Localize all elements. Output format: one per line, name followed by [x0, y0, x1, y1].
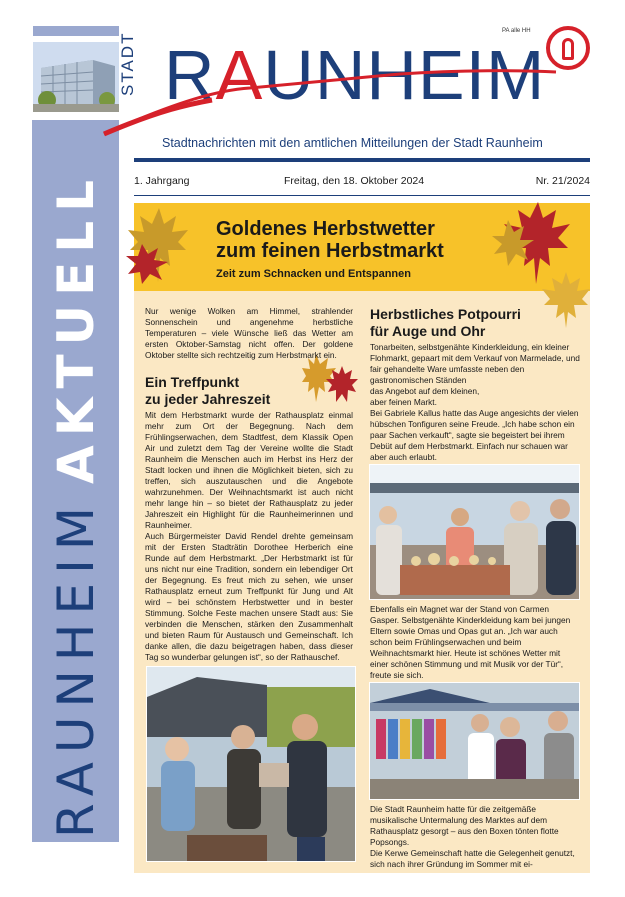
sidebar-word-raunheim: RAUNHEIM [47, 498, 105, 838]
photo-mayor-herbstmarkt [146, 666, 356, 862]
photo-pottery-stand [369, 464, 580, 600]
pa-note: PA alle HH [502, 28, 531, 34]
col2-body-mid: Ebenfalls ein Magnet war der Stand von Carmen Gasper. Selbstgenähte Kinderkleidung kam bei jungen Eltern sowie Omas und Opas gut an. „Ich war auch schon beim Frühlingserwachen und beim Weihnachtsmarkt hier. Heute ist schönes Wetter mit einer schönen Stimmung und mit Musik vor der Tür“, freute sie sich. [370, 604, 571, 680]
stadt-label: STADT [118, 31, 137, 96]
header-rule [134, 158, 590, 162]
issue-number: Nr. 21/2024 [535, 175, 590, 187]
photo-kids-clothing-stand [369, 682, 580, 800]
col1-heading: Ein Treffpunkt zu jeder Jahreszeit [145, 374, 271, 407]
masthead-title: RAUNHEIM [164, 36, 546, 114]
headline: Goldenes Herbstwetter zum feinen Herbstmarkt [216, 218, 444, 262]
issue-date: Freitag, den 18. Oktober 2024 [284, 175, 425, 187]
side-top-strip [33, 26, 119, 36]
col2-body-bottom: Die Stadt Raunheim hatte für die zeitgemäße musikalische Untermalung des Marktes auf dem Rathausplatz gesorgt – aus den Boxen tönten flotte Popsongs. Die Kerwe Gemeinschaft hatte die Gelegenheit genutzt, sich nach ihrer Gründung im Sommer mit ei- [370, 804, 575, 869]
meta-rule [134, 195, 590, 196]
col2-heading: Herbstliches Potpourri für Auge und Ohr [370, 306, 521, 339]
maple-leaf-icon [124, 204, 194, 286]
col2-body-top: Tonarbeiten, selbstgenähte Kinderkleidung, ein kleiner Flohmarkt, gepaart mit dem Verkauf von Marmelade, und fair gehandelte Ware umfasste neben den gastronomischen Ständen das Angebot auf dem kleinen, aber feinen Markt. Bei Gabriele Kallus hatte das Auge angesichts der vielen hübschen Tonfiguren seine Freude. „Ich habe schon ein paar Sachen verkauft“, sagte sie begeistert bei ihrem Debüt auf dem Herbstmarkt. Einfach nur schauen war aber auch erlaubt. [370, 342, 580, 462]
sidebar-title [40, 138, 112, 838]
sidebar-word-aktuell: AKTUELL [47, 170, 105, 484]
headline-subline: Zeit zum Schnacken und Entspannen [216, 268, 411, 280]
masthead-subtitle: Stadtnachrichten mit den amtlichen Mitteilungen der Stadt Raunheim [162, 136, 543, 150]
maple-leaf-icon [538, 270, 594, 330]
col1-intro: Nur wenige Wolken am Himmel, strahlender Sonnenschein und angenehme herbstliche Temperaturen – viele Wünsche ließ das Wetter am ersten Oktober-Samstag nicht offen. Der goldene Oktober stellte sich rechtzeitig zum Herbstmarkt ein. [145, 306, 353, 360]
volume-label: 1. Jahrgang [134, 175, 190, 187]
city-logo-icon [546, 26, 590, 70]
town-hall-photo [33, 42, 119, 112]
col1-body: Mit dem Herbstmarkt wurde der Rathausplatz einmal mehr zum Ort der Begegnung. Nach dem Frühlingserwachen, dem Stadtfest, dem Klassik Open Air und zuletzt dem Tag der Vereine wollte die Stadt Raunheim die Menschen auch im Herbst ins Herz der Stadt locken und ihnen die Möglichkeit bieten, sich zu treffen, sich auszutauschen und die Angebote wahrzunehmen. Der Weihnachtsmarkt ist auch nicht mehr lange hin – so bietet der Rathausplatz zu jeder Jahreszeit ein Highlight für die Raunheimerinnen und Raunheimer. Auch Bürgermeister David Rendel drehte gemeinsam mit der Ersten Stadträtin Dorothee Herberich eine Runde auf dem Herbstmarkt. „Der Herbstmarkt ist für uns nicht nur eine Tradition, sondern ein lebendiger Ort der Begegnung. Es freut mich zu sehen, wie unser Rathausplatz erneut zum Treffpunkt für Jung und Alt wird – bei schönstem Herbstwetter und in bester Stimmung. Solche Feste machen unsere Stadt aus: Sie verbinden die Menschen, stärken den Zusammenhalt und bieten Raum für Austausch und Gemeinschaft. Ich danke allen, die dazu beigetragen haben, dass dieser Tag so wunderbar gelungen ist“, so der Rathauschef. [145, 410, 353, 662]
